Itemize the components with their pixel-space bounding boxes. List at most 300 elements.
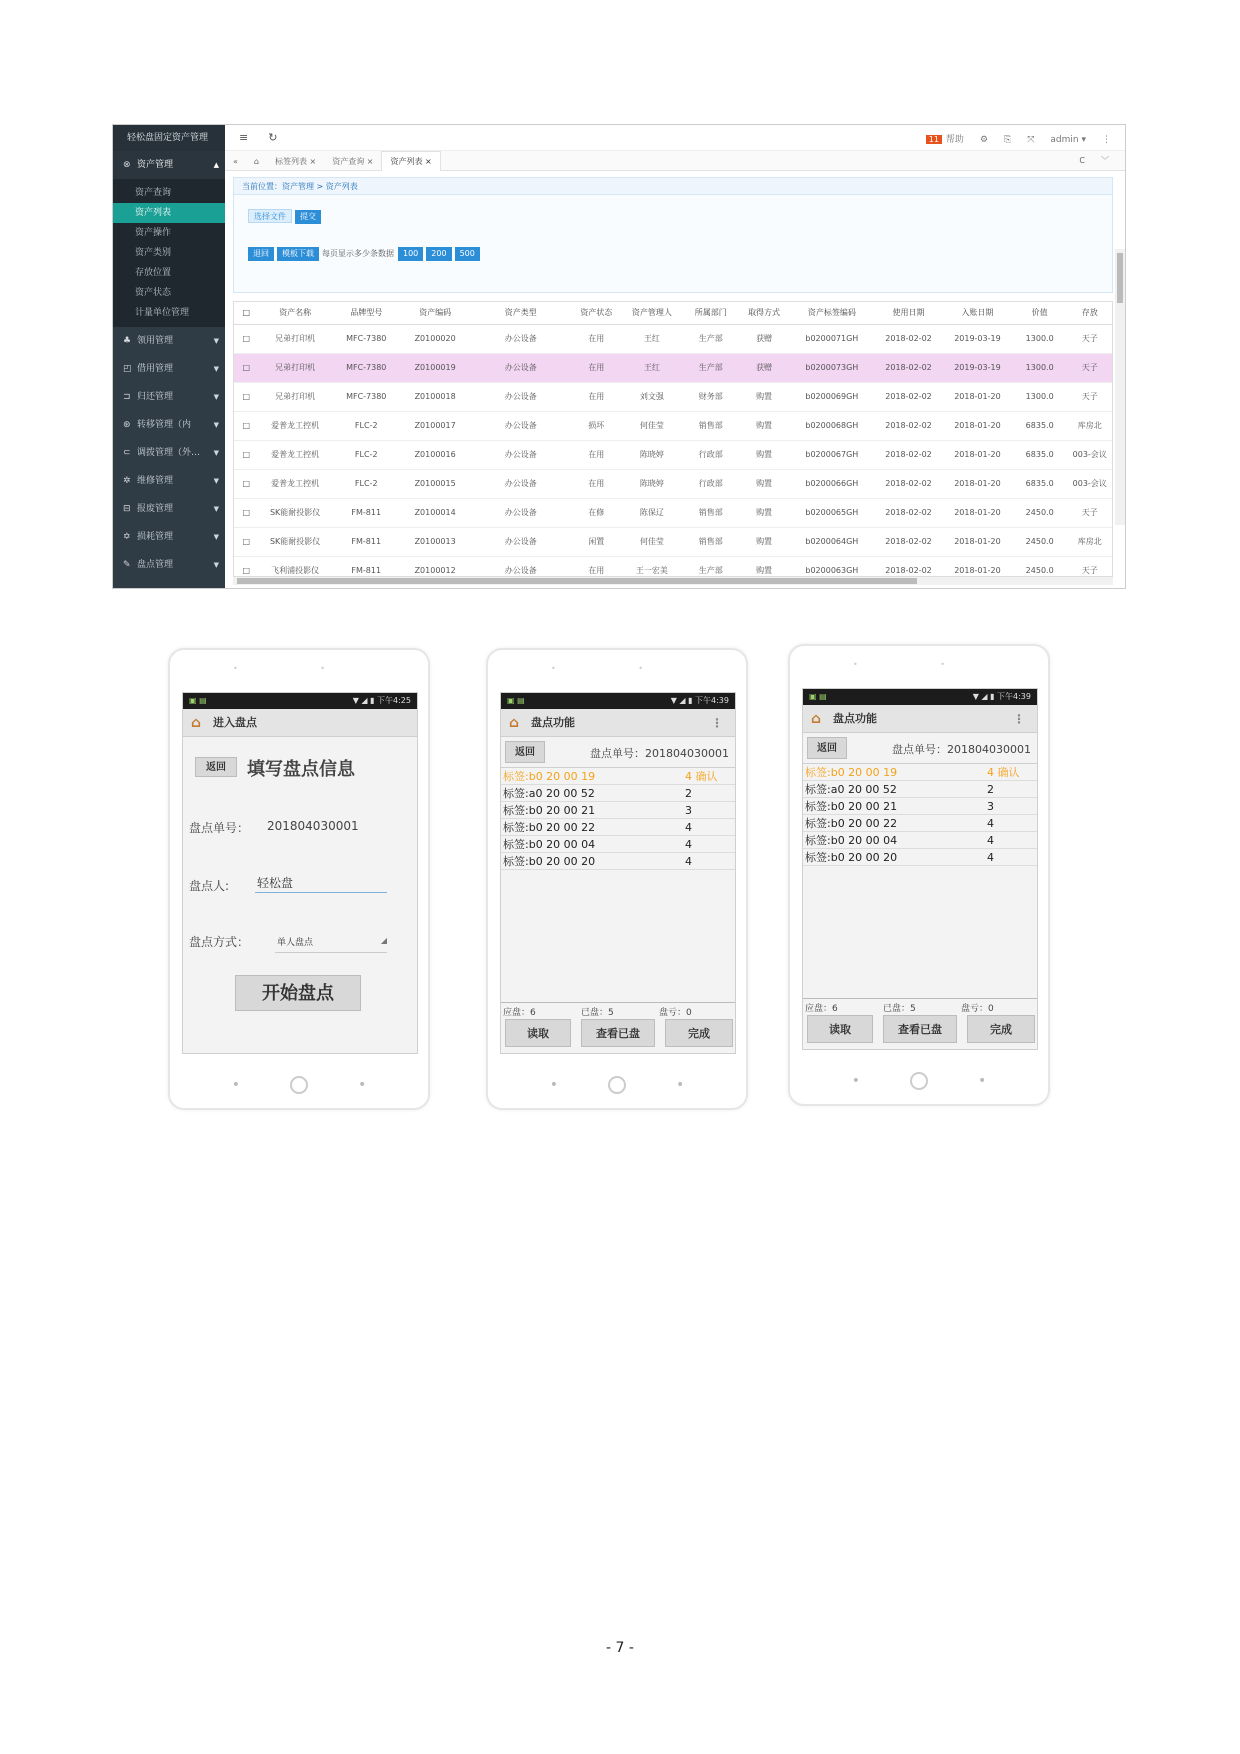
table-cell: 2019-03-19 [943,353,1012,382]
table-cell: 2018-02-02 [874,498,943,527]
table-cell: Z0100014 [401,498,470,527]
page-size-500-button[interactable]: 500 [455,247,480,261]
home-circle-icon[interactable] [608,1076,626,1094]
count-summary [803,1001,1037,1013]
table-cell: Z0100015 [401,469,470,498]
return-icon: ⊐ [123,392,131,402]
sidebar-item-asset-category[interactable]: 资产类别 [135,248,172,258]
help-link[interactable]: 帮助 [945,135,964,145]
table-header-cell: 资产状态 [572,302,621,324]
sidebar-item-storage-location[interactable]: 存放位置 [135,268,172,278]
table-cell: 购置 [739,556,790,577]
table-cell: b0200068GH [790,411,874,440]
table-cell: 2018-02-02 [874,440,943,469]
status-icons-left: ▣ ▤ [507,696,525,705]
tag-label: 标签:b0 20 00 04 [503,838,596,851]
table-row[interactable] [234,411,1112,440]
table-cell: 2019-03-19 [943,324,1012,353]
status-bar [803,689,1037,705]
tag-count: 4 [987,851,994,864]
table-cell: FM-811 [332,498,401,527]
asset-icon: ⊗ [123,160,131,170]
table-cell: 办公设备 [470,353,572,382]
sidebar-item-asset-operation[interactable]: 资产操作 [135,228,172,238]
table-row[interactable] [234,353,1112,382]
table-cell: 在用 [572,382,621,411]
tab-prev-icon[interactable]: « [233,157,238,166]
tag-row[interactable] [803,764,1037,781]
sidebar-group-label: 报废管理 [137,504,174,514]
tag-row[interactable] [803,832,1037,849]
caret-down-icon: ▼ [213,561,219,569]
overflow-menu-icon[interactable]: ⋮ [1013,712,1025,726]
table-cell: 2018-01-20 [943,440,1012,469]
sidebar-group-inventory[interactable] [113,551,225,579]
table-cell: 陈晓婷 [621,469,683,498]
tag-label: 标签:b0 20 00 19 [805,766,898,779]
table-cell: 闲置 [572,527,621,556]
tag-count: 4 [987,834,994,847]
tag-row[interactable] [501,819,735,836]
table-cell: 生产部 [683,353,739,382]
table-cell: 1300.0 [1012,353,1068,382]
table-cell: 购置 [739,382,790,411]
fullscreen-icon[interactable]: ⤧ [1027,135,1035,145]
caret-down-icon: ▼ [213,505,219,513]
menu-toggle-icon[interactable]: ≡ [239,131,249,144]
nav-dot-icon[interactable]: • [358,1077,367,1093]
home-icon[interactable]: ⌂ [509,715,520,731]
tag-count: 4 [685,821,692,834]
table-header-row [234,302,1112,324]
tab-refresh-icon[interactable]: C [1079,156,1085,165]
table-cell: 何佳莹 [621,411,683,440]
sidebar-group-label: 调拨管理（外… [137,448,201,458]
skin-icon[interactable]: ⚙ [979,135,989,145]
tag-count: 4 [685,855,692,868]
table-cell: 1300.0 [1012,324,1068,353]
sidebar-group-label: 归还管理 [137,392,174,402]
table-cell: FLC-2 [332,469,401,498]
caret-down-icon: ▼ [213,365,219,373]
return-button[interactable]: 退回 [248,247,274,261]
count-summary [501,1005,735,1017]
overflow-menu-icon[interactable]: ⋮ [711,716,723,730]
finish-button[interactable]: 完成 [665,1019,733,1047]
table-cell: 2018-02-02 [874,382,943,411]
sidebar-group-label: 领用管理 [137,336,174,346]
tag-label: 标签:a0 20 00 52 [503,787,595,800]
tag-count: 2 [685,787,692,800]
table-cell: 2018-02-02 [874,556,943,577]
table-cell: 天子 [1067,353,1112,382]
table-cell: FLC-2 [332,440,401,469]
table-header-cell: 资产编码 [401,302,470,324]
back-button[interactable]: 返回 [195,757,237,777]
home-circle-icon[interactable] [290,1076,308,1094]
view-done-button[interactable]: 查看已盘 [581,1019,655,1047]
notification-badge[interactable]: 11 [926,135,942,144]
order-value: 201804030001 [267,819,359,833]
scrap-icon: ⊟ [123,504,131,514]
asset-admin-screenshot [112,124,1126,589]
table-cell: 行政部 [683,440,739,469]
nav-dot-icon[interactable]: • [231,1077,240,1093]
app-bar [183,709,417,737]
table-cell: 003-会议 [1067,440,1112,469]
tag-row[interactable] [803,849,1037,866]
tag-label: 标签:b0 20 00 20 [503,855,596,868]
sidebar-group-receive[interactable] [113,327,225,355]
table-cell: 销售部 [683,411,739,440]
table-cell: 2018-02-02 [874,411,943,440]
tag-label: 标签:b0 20 00 20 [805,851,898,864]
status-bar [183,693,417,709]
inventory-header [803,735,1037,761]
table-cell: MFC-7380 [332,324,401,353]
view-done-button[interactable]: 查看已盘 [883,1015,957,1043]
table-header-cell: 使用日期 [874,302,943,324]
start-inventory-button[interactable]: 开始盘点 [235,975,361,1011]
table-cell: 办公设备 [470,498,572,527]
table-cell: 2018-01-20 [943,469,1012,498]
tag-row[interactable] [803,798,1037,815]
tab-asset-query[interactable]: 资产查询 × [332,157,374,166]
table-cell: Z0100017 [401,411,470,440]
allocation-icon: ⊂ [123,448,131,458]
caret-down-icon: ▼ [213,393,219,401]
tag-label: 标签:b0 20 00 22 [805,817,898,830]
status-icons-right: ▼ ◢ ▮ 下午4:39 [972,692,1031,701]
table-cell: Z0100012 [401,556,470,577]
phone-camera: • • [853,660,985,669]
sidebar-group-transfer[interactable] [113,411,225,439]
status-icons-left: ▣ ▤ [189,696,207,705]
tag-count: 4 [685,838,692,851]
tag-count: 4 确认 [685,770,718,783]
tag-label: 标签:b0 20 00 21 [805,800,898,813]
table-cell: 办公设备 [470,324,572,353]
table-cell: 6835.0 [1012,469,1068,498]
sidebar-group-label: 转移管理（内 [137,420,192,430]
read-button[interactable]: 读取 [505,1019,571,1047]
tag-list[interactable] [803,763,1037,999]
table-cell: 销售部 [683,498,739,527]
sidebar-submenu [113,179,225,327]
table-cell: 2450.0 [1012,527,1068,556]
table-cell: 2018-01-20 [943,498,1012,527]
action-buttons [505,1019,731,1049]
back-button[interactable]: 返回 [807,737,847,759]
table-cell: 购置 [739,440,790,469]
table-cell: 1300.0 [1012,382,1068,411]
phone-inventory-function-confirmed [788,644,1050,1106]
table-row[interactable] [234,498,1112,527]
tag-list[interactable] [501,767,735,1003]
person-label: 盘点人: [189,879,230,893]
caret-down-icon: ▼ [213,477,219,485]
table-header-cell: 资产管理人 [621,302,683,324]
table-cell: 2018-02-02 [874,324,943,353]
page-size-100-button[interactable]: 100 [398,247,423,261]
form-title: 填写盘点信息 [247,759,355,780]
submit-button[interactable]: 提交 [295,210,321,224]
order-label: 盘点单号： [189,821,250,835]
tag-row[interactable] [803,781,1037,798]
table-cell: 办公设备 [470,469,572,498]
table-cell: 在修 [572,498,621,527]
tab-dropdown-icon[interactable]: ﹀ [1101,156,1109,165]
phone-nav-bar [790,1072,1048,1090]
phone-screen [182,692,418,1054]
phone-nav-bar [170,1076,428,1094]
table-header-cell[interactable]: □ [234,302,258,324]
home-circle-icon[interactable] [910,1072,928,1090]
finish-button[interactable]: 完成 [967,1015,1035,1043]
table-cell: 陈晓婷 [621,440,683,469]
table-cell: 在用 [572,440,621,469]
table-cell: Z0100016 [401,440,470,469]
tag-count: 2 [987,783,994,796]
table-cell: b0200071GH [790,324,874,353]
row-checkbox[interactable]: □ [234,411,258,440]
table-cell: Z0100020 [401,324,470,353]
table-cell: 飞利浦投影仪 [258,556,331,577]
status-bar [501,693,735,709]
table-cell: b0200067GH [790,440,874,469]
table-header-cell: 入账日期 [943,302,1012,324]
row-checkbox[interactable]: □ [234,527,258,556]
table-header-cell: 取得方式 [739,302,790,324]
sidebar-item-asset-status[interactable]: 资产状态 [135,288,172,298]
action-buttons [807,1015,1033,1045]
sidebar-item-asset-list[interactable]: 资产列表 [113,203,225,223]
read-button[interactable]: 读取 [807,1015,873,1043]
table-cell: Z0100018 [401,382,470,411]
caret-down-icon: ▼ [213,449,219,457]
table-cell: 2018-02-02 [874,469,943,498]
method-value: 单人盘点 [277,938,314,948]
table-cell: MFC-7380 [332,382,401,411]
table-cell: 获赠 [739,324,790,353]
phone-camera: • • [233,664,365,673]
nav-dot-icon[interactable]: • [851,1073,860,1089]
table-header-cell: 所属部门 [683,302,739,324]
status-icons-right: ▼ ◢ ▮ 下午4:25 [352,696,411,705]
status-icons-left: ▣ ▤ [809,692,827,701]
table-cell: 办公设备 [470,556,572,577]
table-cell: 爱普龙工控机 [258,469,331,498]
sidebar-group-borrow[interactable] [113,355,225,383]
app-bar [501,709,735,737]
tag-count: 3 [987,800,994,813]
table-cell: 生产部 [683,324,739,353]
table-cell: FM-811 [332,527,401,556]
table-cell: 购置 [739,469,790,498]
row-checkbox[interactable]: □ [234,440,258,469]
sidebar-group-label: 借用管理 [137,364,174,374]
table-cell: 天子 [1067,498,1112,527]
table-cell: 2450.0 [1012,556,1068,577]
tag-count: 3 [685,804,692,817]
table-cell: 在用 [572,469,621,498]
table-cell: 王一宏美 [621,556,683,577]
method-label: 盘点方式： [189,935,250,949]
sidebar-item-asset-query[interactable]: 资产查询 [135,188,172,198]
tag-label: 标签:a0 20 00 52 [805,783,897,796]
horizontal-scrollbar[interactable] [233,577,1113,585]
table-cell: 2018-01-20 [943,382,1012,411]
table-cell: 天子 [1067,382,1112,411]
app-bar-title: 盘点功能 [531,716,575,729]
table-cell: MFC-7380 [332,353,401,382]
row-checkbox[interactable]: □ [234,324,258,353]
app-bar-title: 进入盘点 [213,716,257,729]
nav-dot-icon[interactable]: • [676,1077,685,1093]
table-cell: 王红 [621,353,683,382]
row-checkbox[interactable]: □ [234,469,258,498]
table-cell: 2018-02-02 [874,353,943,382]
loss-count: 盘亏：0 [659,1008,692,1018]
more-icon[interactable]: ⋮ [1102,135,1111,145]
toolbox [233,195,1113,293]
table-row[interactable] [234,324,1112,353]
table-row[interactable] [234,440,1112,469]
table-cell: 兄弟打印机 [258,382,331,411]
table-cell: 6835.0 [1012,411,1068,440]
sidebar-group-return[interactable] [113,383,225,411]
table-cell: 爱普龙工控机 [258,440,331,469]
tag-count: 4 确认 [987,766,1020,779]
phone-inventory-function [486,648,748,1110]
table-cell: 生产部 [683,556,739,577]
home-icon[interactable]: ⌂ [191,715,202,731]
tag-row[interactable] [803,815,1037,832]
tag-row[interactable] [501,802,735,819]
table-row[interactable] [234,556,1112,577]
tag-row[interactable] [501,785,735,802]
status-icons-right: ▼ ◢ ▮ 下午4:39 [670,696,729,705]
tab-asset-list[interactable]: 资产列表 × [381,151,440,171]
sidebar-group-scrap[interactable] [113,495,225,523]
table-cell: 何佳莹 [621,527,683,556]
sidebar-group-label: 资产管理 [137,160,174,170]
table-cell: 购置 [739,411,790,440]
page-size-label: 每页显示多少条数据 [322,249,394,258]
table-cell: 库房北 [1067,527,1112,556]
table-cell: 陈保辽 [621,498,683,527]
table-cell: b0200063GH [790,556,874,577]
table-cell: 天子 [1067,556,1112,577]
sidebar-item-unit-management[interactable]: 计量单位管理 [135,308,190,318]
table-cell: 损坏 [572,411,621,440]
phone-nav-bar [488,1076,746,1094]
choose-file-button[interactable]: 选择文件 [248,209,292,223]
inventory-header [501,739,735,765]
back-button[interactable]: 返回 [505,741,545,763]
table-cell: 销售部 [683,527,739,556]
table-cell: SK能耐投影仪 [258,498,331,527]
phone-screen [500,692,736,1054]
table-cell: 兄弟打印机 [258,353,331,382]
table-row[interactable] [234,382,1112,411]
phone-screen [802,688,1038,1050]
caret-up-icon: ▲ [213,161,219,169]
loss-icon: ✡ [123,532,131,542]
should-count: 应盘：6 [805,1004,838,1014]
table-header-cell: 存放 [1067,302,1112,324]
caret-down-icon: ▼ [213,337,219,345]
done-count: 已盘：5 [883,1004,916,1014]
table-cell: 爱普龙工控机 [258,411,331,440]
order-number: 盘点单号：201804030001 [590,747,729,760]
tag-row[interactable] [501,836,735,853]
table-cell: b0200064GH [790,527,874,556]
tab-tag-list[interactable]: 标签列表 × [274,157,317,166]
caret-down-icon: ▼ [213,533,219,541]
sidebar-group-label: 维修管理 [137,476,174,486]
table-cell: 6835.0 [1012,440,1068,469]
home-icon[interactable]: ⌂ [253,157,259,166]
sidebar-group-asset[interactable] [113,151,225,179]
sidebar-group-allocation[interactable] [113,439,225,467]
refresh-icon[interactable]: ↻ [268,131,278,144]
tag-count: 4 [987,817,994,830]
table-cell: 王红 [621,324,683,353]
done-count: 已盘：5 [581,1008,614,1018]
breadcrumb: 当前位置：资产管理 > 资产列表 [233,177,1113,195]
method-select[interactable] [275,933,387,953]
person-input[interactable]: 轻松盘 [255,873,387,893]
inventory-icon: ✎ [123,560,131,570]
caret-down-icon: ▼ [213,421,219,429]
home-icon[interactable]: ⌂ [811,711,822,727]
asset-table [234,302,1112,577]
tag-row[interactable] [501,768,735,785]
table-cell: 2018-01-20 [943,556,1012,577]
should-count: 应盘：6 [503,1008,536,1018]
transfer-icon: ⊛ [123,420,131,430]
sidebar-group-repair[interactable] [113,467,225,495]
nav-dot-icon[interactable]: • [978,1073,987,1089]
borrow-icon: ◰ [123,364,132,374]
table-cell: 在用 [572,353,621,382]
table-cell: 在用 [572,324,621,353]
table-cell: 办公设备 [470,527,572,556]
vertical-scrollbar[interactable] [1115,249,1125,525]
lock-icon[interactable]: ⎘ [1004,135,1012,145]
tag-row[interactable] [501,853,735,870]
table-row[interactable] [234,527,1112,556]
table-cell: FM-811 [332,556,401,577]
table-cell: 2018-02-02 [874,527,943,556]
row-checkbox[interactable]: □ [234,498,258,527]
receive-icon: ♣ [123,336,132,346]
page-size-200-button[interactable]: 200 [426,247,451,261]
table-cell: 办公设备 [470,440,572,469]
sidebar-group-loss[interactable] [113,523,225,551]
nav-dot-icon[interactable]: • [549,1077,558,1093]
template-download-button[interactable]: 模板下载 [277,247,319,261]
user-menu[interactable]: admin ▾ [1050,135,1086,145]
table-cell: 行政部 [683,469,739,498]
row-checkbox[interactable]: □ [234,353,258,382]
row-checkbox[interactable]: □ [234,382,258,411]
loss-count: 盘亏：0 [961,1004,994,1014]
table-row[interactable] [234,469,1112,498]
table-cell: 2450.0 [1012,498,1068,527]
row-checkbox[interactable]: □ [234,556,258,577]
